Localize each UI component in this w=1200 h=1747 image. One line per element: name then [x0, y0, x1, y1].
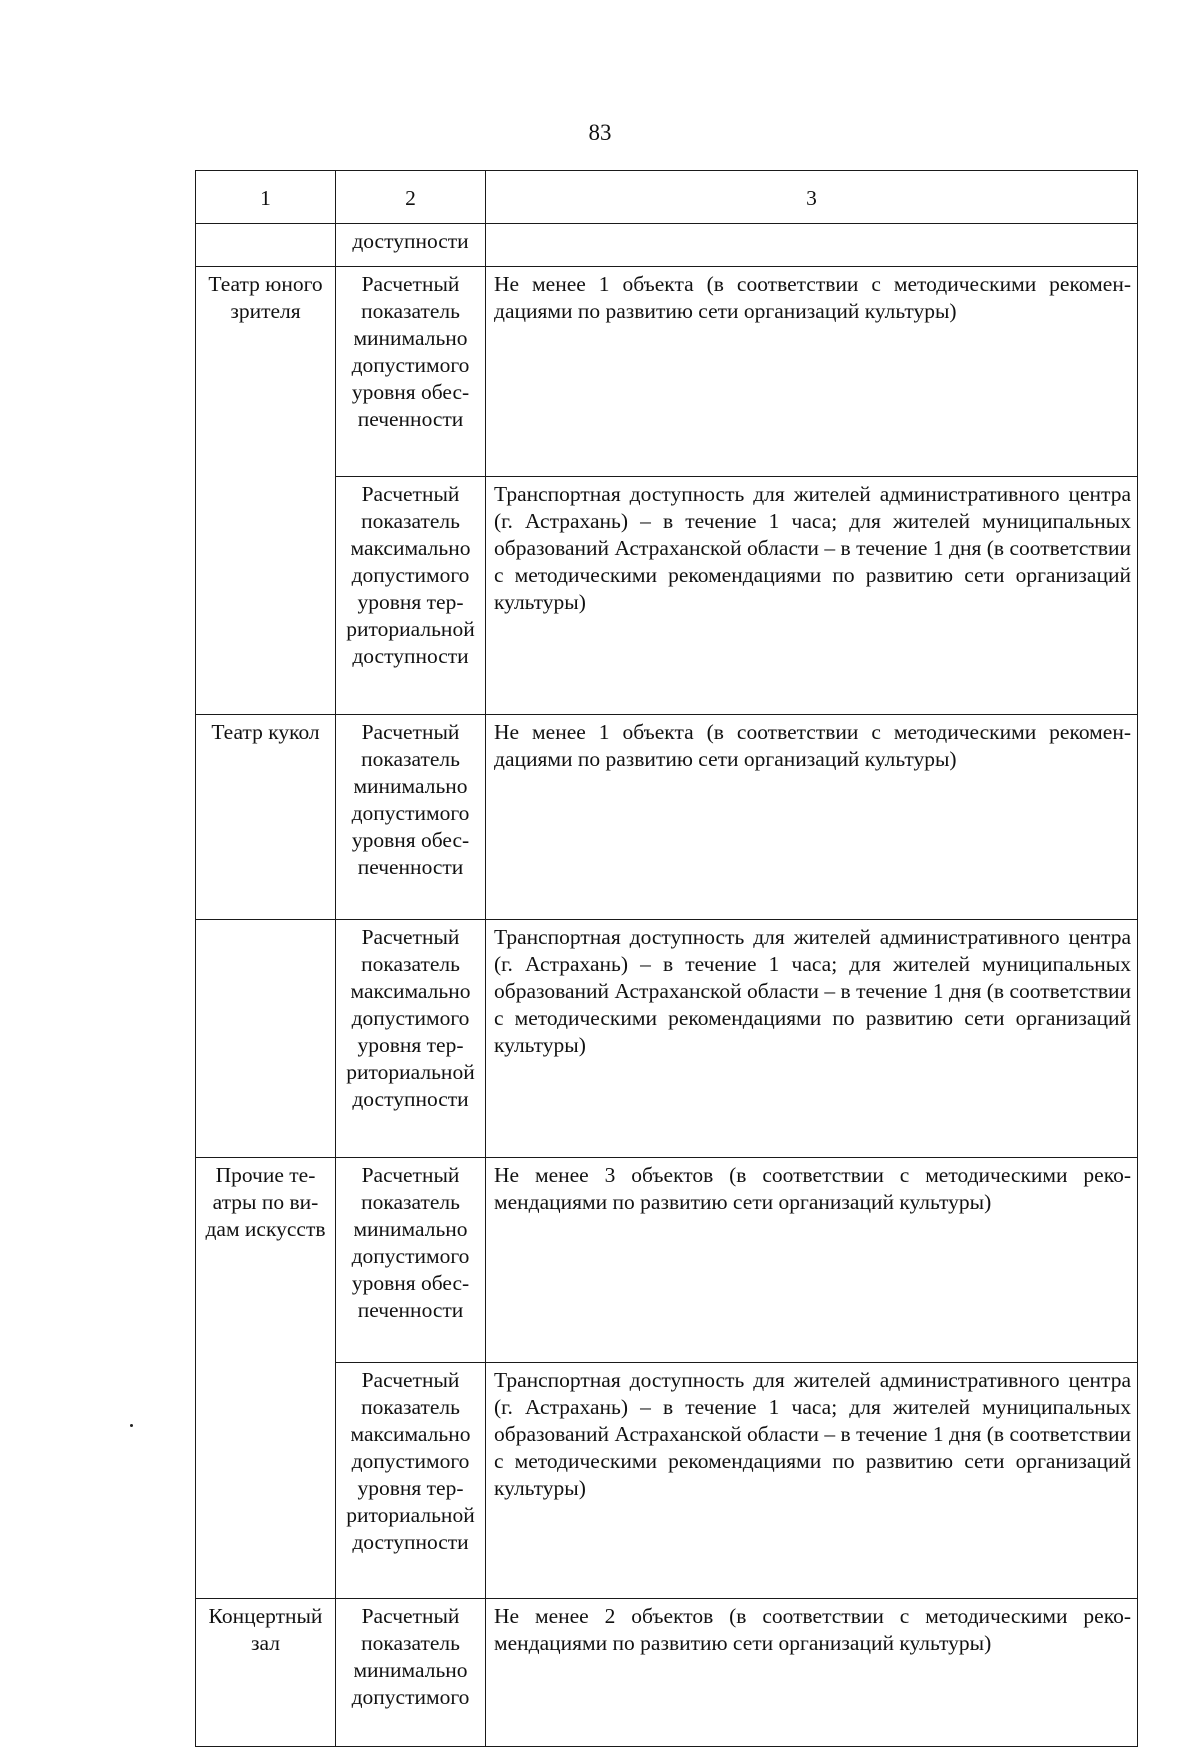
table-row [196, 1158, 1138, 1363]
continuation-indicator-cell: доступности [336, 224, 486, 267]
indicator-cell: Расчетный показатель максимально допустимого уровня территориальной доступности [336, 920, 486, 1158]
header-col-2: 2 [336, 171, 486, 224]
indicator-cell: Расчетный показатель минимально допустимого [336, 1599, 486, 1747]
table-row [196, 1599, 1138, 1747]
indicator-cell: Расчетный показатель минимально допустимого уровня обеспеченности [336, 715, 486, 920]
continuation-value-cell [486, 224, 1138, 267]
continuation-object-cell [196, 224, 336, 267]
table-row [196, 715, 1138, 920]
indicator-cell: Расчетный показатель минимально допустимого уровня обеспеченности [336, 1158, 486, 1363]
object-cell: Театр кукол [196, 715, 336, 920]
scan-artifact-dot [130, 1424, 133, 1427]
table-row [196, 1363, 1138, 1599]
value-cell: Транспортная доступность для жителей административного центра (г. Астрахань) – в течение 1 часа; для жителей муниципальных образований Астраханской области – в течение 1 дня (в соответствии с методическими рекомендациями по развитию сети организаций культуры) [486, 920, 1138, 1158]
page-number: 83 [588, 120, 612, 145]
value-cell: Не менее 2 объектов (в соответствии с методическими рекомендациями по развитию сети организаций культуры) [486, 1599, 1138, 1747]
object-cell [196, 477, 336, 715]
standards-table [195, 170, 1138, 1747]
value-cell: Транспортная доступность для жителей административного центра (г. Астрахань) – в течение 1 часа; для жителей муниципальных образований Астраханской области – в течение 1 дня (в соответствии с методическими рекомендациями по развитию сети организаций культуры) [486, 477, 1138, 715]
table-row [196, 920, 1138, 1158]
object-cell: Прочие театры по видам искусств [196, 1158, 336, 1363]
object-cell: Театр юного зрителя [196, 267, 336, 477]
header-row [196, 171, 1138, 224]
object-cell: Концертный зал [196, 1599, 336, 1747]
continuation-row [196, 224, 1138, 267]
value-cell: Не менее 1 объекта (в соответствии с методическими рекомендациями по развитию сети организаций культуры) [486, 267, 1138, 477]
header-col-1: 1 [196, 171, 336, 224]
table-row [196, 267, 1138, 477]
value-cell: Не менее 1 объекта (в соответствии с методическими рекомендациями по развитию сети организаций культуры) [486, 715, 1138, 920]
indicator-cell: Расчетный показатель максимально допустимого уровня территориальной доступности [336, 477, 486, 715]
table-row [196, 477, 1138, 715]
value-cell: Не менее 3 объектов (в соответствии с методическими рекомендациями по развитию сети организаций культуры) [486, 1158, 1138, 1363]
object-cell [196, 1363, 336, 1599]
object-cell [196, 920, 336, 1158]
indicator-cell: Расчетный показатель максимально допустимого уровня территориальной доступности [336, 1363, 486, 1599]
header-col-3: 3 [486, 171, 1138, 224]
indicator-cell: Расчетный показатель минимально допустимого уровня обеспеченности [336, 267, 486, 477]
value-cell: Транспортная доступность для жителей административного центра (г. Астрахань) – в течение 1 часа; для жителей муниципальных образований Астраханской области – в течение 1 дня (в соответствии с методическими рекомендациями по развитию сети организаций культуры) [486, 1363, 1138, 1599]
